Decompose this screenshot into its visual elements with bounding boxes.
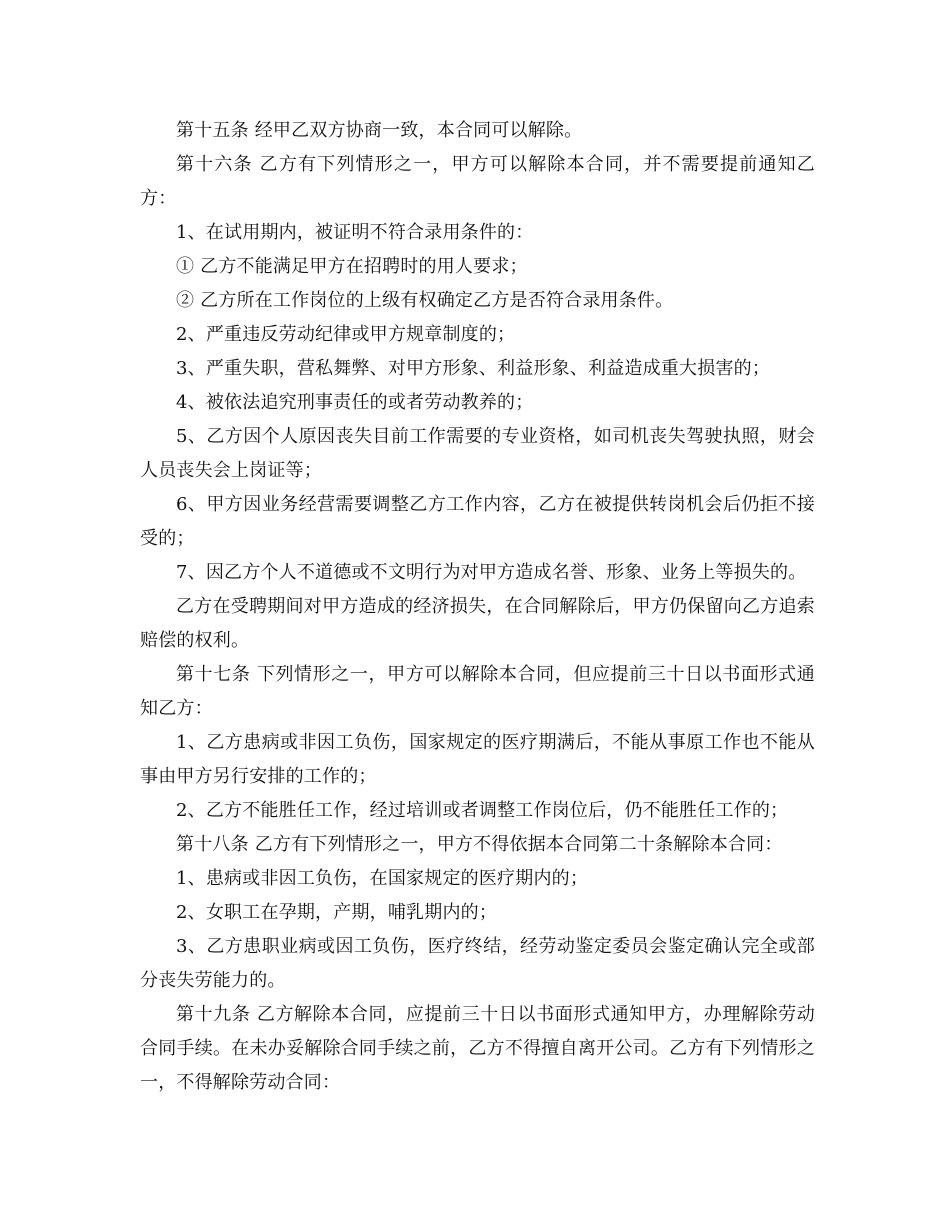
- paragraph-article-18: 第十八条 乙方有下列情形之一，甲方不得依据本合同第二十条解除本合同：: [176, 834, 783, 855]
- paragraph-item: 2、乙方不能胜任工作，经过培训或者调整工作岗位后，仍不能胜任工作的；: [176, 800, 789, 821]
- paragraph-item: 3、乙方患职业病或因工负伤，医疗终结，经劳动鉴定委员会鉴定确认完全或部分丧失劳能力的。: [140, 936, 815, 991]
- paragraph-subitem: ① 乙方不能满足甲方在招聘时的用人要求；: [176, 256, 528, 277]
- paragraph-item: 1、乙方患病或非因工负伤，国家规定的医疗期满后，不能从事原工作也不能从事由甲方另行安排的工作的；: [140, 732, 815, 787]
- paragraph-note: 乙方在受聘期间对甲方造成的经济损失，在合同解除后，甲方仍保留向乙方追索赔偿的权利。: [140, 596, 815, 651]
- paragraph-article-15: 第十五条 经甲乙双方协商一致，本合同可以解除。: [176, 120, 583, 141]
- paragraph-item: 4、被依法追究刑事责任的或者劳动教养的；: [176, 392, 534, 413]
- paragraph-item: 7、因乙方个人不道德或不文明行为对甲方造成名誉、形象、业务上等损失的。: [176, 562, 807, 583]
- paragraph-article-17: 第十七条 下列情形之一，甲方可以解除本合同，但应提前三十日以书面形式通知乙方：: [140, 664, 815, 719]
- paragraph-article-19: 第十九条 乙方解除本合同，应提前三十日以书面形式通知甲方，办理解除劳动合同手续。在未办妥解除合同手续之前，乙方不得擅自离开公司。乙方有下列情形之一，不得解除劳动合同：: [140, 1004, 815, 1093]
- paragraph-item: 5、乙方因个人原因丧失目前工作需要的专业资格，如司机丧失驾驶执照，财会人员丧失会上岗证等；: [140, 426, 815, 481]
- paragraph-item: 1、患病或非因工负伤，在国家规定的医疗期内的；: [176, 868, 589, 889]
- paragraph-item: 2、严重违反劳动纪律或甲方规章制度的；: [176, 324, 516, 345]
- contract-body: [140, 114, 815, 1100]
- paragraph-subitem: ② 乙方所在工作岗位的上级有权确定乙方是否符合录用条件。: [176, 290, 674, 311]
- paragraph-item: 3、严重失职，营私舞弊、对甲方形象、利益形象、利益造成重大损害的；: [176, 358, 771, 379]
- paragraph-item: 6、甲方因业务经营需要调整乙方工作内容，乙方在被提供转岗机会后仍拒不接受的；: [140, 494, 815, 549]
- paragraph-item: 1、在试用期内，被证明不符合录用条件的：: [176, 222, 534, 243]
- paragraph-article-16: 第十六条 乙方有下列情形之一，甲方可以解除本合同，并不需要提前通知乙方：: [140, 154, 815, 209]
- paragraph-item: 2、女职工在孕期，产期，哺乳期内的；: [176, 902, 498, 923]
